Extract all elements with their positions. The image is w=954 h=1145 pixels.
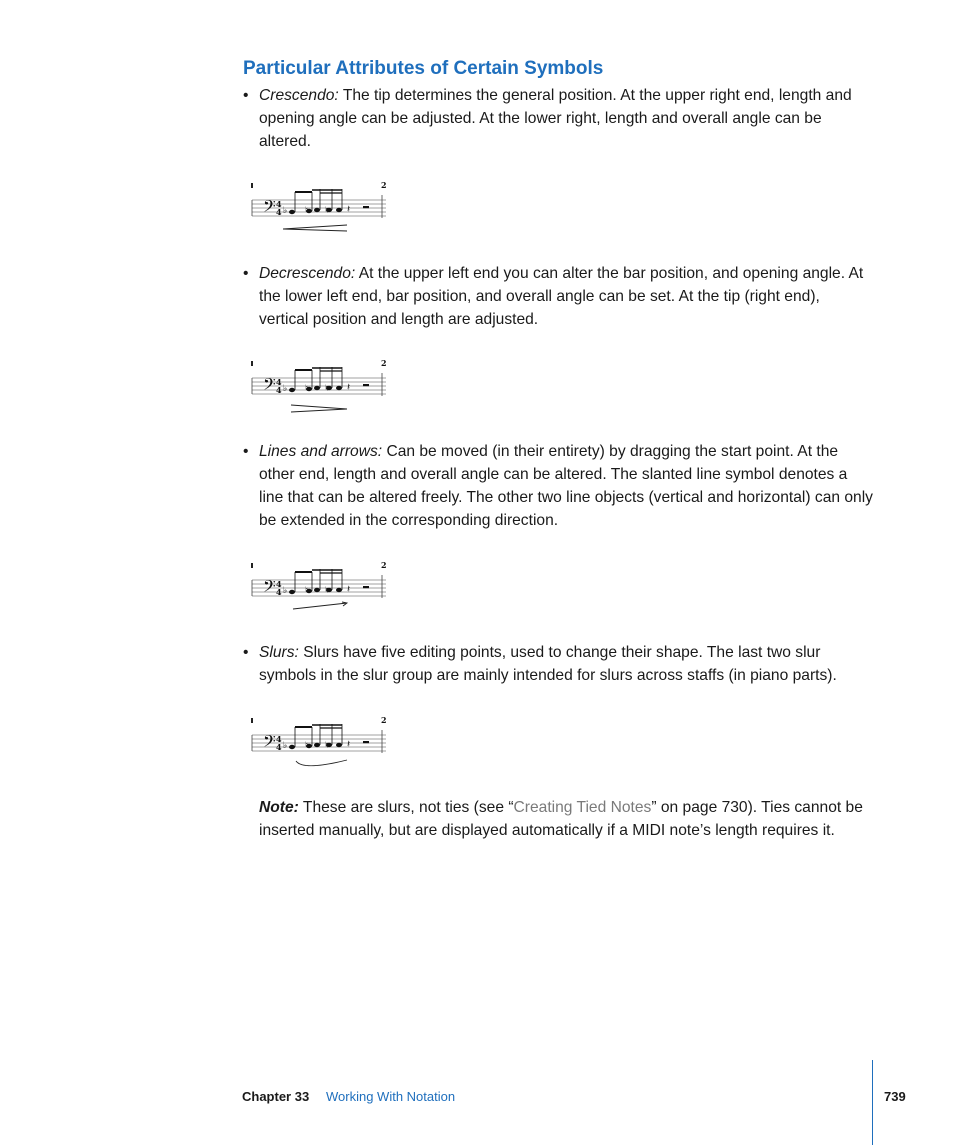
bar-number: 2 (381, 358, 387, 368)
svg-text:𝄽: 𝄽 (347, 584, 351, 595)
svg-text:♭: ♭ (283, 384, 288, 394)
svg-text:♮: ♮ (305, 206, 309, 216)
page-number: 739 (884, 1089, 906, 1104)
bullet-dot: • (243, 644, 249, 661)
svg-text:♮: ♮ (325, 384, 329, 394)
bass-clef-icon: 𝄢 (263, 576, 276, 600)
svg-text:𝄽: 𝄽 (347, 739, 351, 750)
bullet-description: Slurs have five editing points, used to change their shape. The last two slur symbols in the slur group are mainly intended for slurs across staffs (in piano parts). (259, 644, 837, 684)
bullet-term: Slurs: (259, 644, 299, 661)
bullet-slurs (243, 641, 873, 687)
bullet-lines-arrows (243, 440, 873, 532)
svg-text:♮: ♮ (325, 741, 329, 751)
svg-text:♭: ♭ (283, 586, 288, 596)
svg-text:♮: ♮ (325, 206, 329, 216)
footer-divider (872, 1060, 873, 1145)
svg-text:𝄽: 𝄽 (347, 382, 351, 393)
svg-text:♭: ♭ (283, 206, 288, 216)
svg-text:♮: ♮ (305, 586, 309, 596)
score-example-lines-arrows (243, 558, 393, 628)
bullet-term: Decrescendo: (259, 265, 356, 282)
score-example-crescendo (243, 178, 393, 248)
bullet-text (259, 440, 873, 532)
svg-text:♮: ♮ (305, 741, 309, 751)
svg-text:𝄽: 𝄽 (347, 204, 351, 215)
cross-reference-link[interactable]: Creating Tied Notes (513, 799, 652, 816)
time-signature-top: 4 (276, 377, 282, 387)
bullet-description: At the upper left end you can alter the bar position, and opening angle. At the lower left end, bar position, and overall angle can be set. At the tip (right end), vertical position and length are adjusted. (259, 265, 864, 328)
note-paragraph (259, 796, 873, 842)
svg-text:♮: ♮ (325, 586, 329, 596)
bullet-dot: • (243, 265, 249, 282)
footer-chapter: Chapter 33 (242, 1089, 310, 1104)
time-signature-top: 4 (276, 579, 282, 589)
footer-chapter-title[interactable]: Working With Notation (326, 1089, 456, 1104)
bullet-text (259, 262, 873, 331)
bar-number: 2 (381, 180, 387, 190)
bullet-text (259, 84, 873, 153)
svg-text:♭: ♭ (283, 741, 288, 751)
bullet-description: Can be moved (in their entirety) by dragging the start point. At the other end, length and overall angle can be altered. The slanted line symbol denotes a line that can be altered freely. The other two line objects (vertical and horizontal) can only be extended in the corresponding direction. (259, 443, 873, 529)
time-signature-bottom: 4 (276, 385, 282, 395)
bullet-dot: • (243, 443, 249, 460)
bullet-decrescendo (243, 262, 873, 331)
time-signature-top: 4 (276, 199, 282, 209)
bullet-term: Crescendo: (259, 87, 339, 104)
time-signature-bottom: 4 (276, 207, 282, 217)
bar-number: 2 (381, 715, 387, 725)
bass-clef-icon: 𝄢 (263, 196, 276, 220)
score-example-slurs (243, 713, 393, 783)
note-text-after: ” on page 730). Ties cannot be inserted manually, but are displayed automatically if a MIDI note’s length requires it. (259, 799, 863, 839)
bass-clef-icon: 𝄢 (263, 731, 276, 755)
bass-clef-icon: 𝄢 (263, 374, 276, 398)
svg-text:♮: ♮ (305, 384, 309, 394)
time-signature-bottom: 4 (276, 587, 282, 597)
bullet-dot: • (243, 87, 249, 104)
bullet-text (259, 641, 873, 687)
note-text-before: These are slurs, not ties (see “ (302, 799, 514, 816)
bullet-crescendo (243, 84, 873, 153)
time-signature-top: 4 (276, 734, 282, 744)
note-label: Note: (259, 799, 299, 816)
score-example-decrescendo (243, 356, 393, 426)
bullet-description: The tip determines the general position. At the upper right end, length and opening angle can be adjusted. At the lower right, length and overall angle can be altered. (259, 87, 852, 150)
section-heading: Particular Attributes of Certain Symbols (243, 58, 604, 79)
bar-number: 2 (381, 560, 387, 570)
bullet-term: Lines and arrows: (259, 443, 383, 460)
time-signature-bottom: 4 (276, 742, 282, 752)
